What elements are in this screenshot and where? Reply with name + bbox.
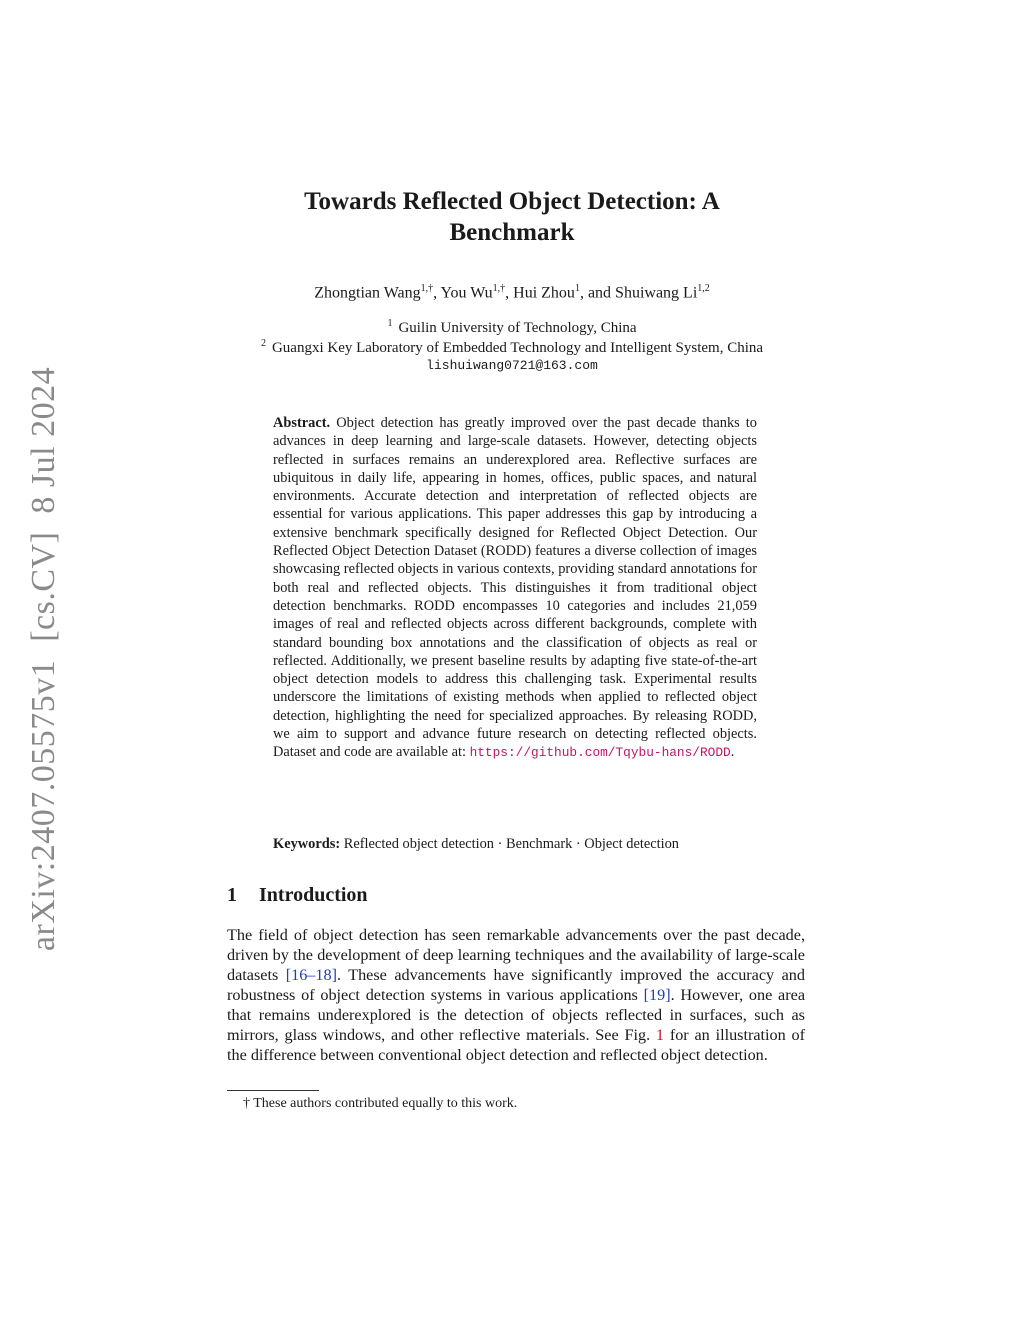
author-separator: , and <box>579 284 616 302</box>
paper-title <box>0 186 1024 248</box>
author-affiliation-mark: 1,† <box>420 283 434 294</box>
author-name: Hui Zhou <box>513 284 575 302</box>
abstract-text: Object detection has greatly improved over the past decade thanks to advances in deep learning and large-scale datasets. However, detecting objects reflected in surfaces remains an underexplored area. Reflective surfaces are ubiquitous in daily life, appearing in homes, offices, public spaces, and natural environments. Accurate detection and interpretation of reflected objects are essential for various applications. This paper addresses this gap by introducing a extensive benchmark specifically designed for Reflected Object Detection. Our Reflected Object Detection Dataset (RODD) features a diverse collection of images showcasing reflected objects in various contexts, providing standard annotations for both real and reflected objects. This distinguishes it from traditional object detection benchmarks. RODD encompasses 10 categories and includes 21,059 images of real and reflected objects across different backgrounds, complete with standard bounding box annotations and the classification of objects as real or reflected. Additionally, we present baseline results by adapting five state-of-the-art object detection models to address this challenging task. Experimental results underscore the limitations of existing methods when applied to reflected object detection, highlighting the need for specialized approaches. By releasing RODD, we aim to support and advance future research on detecting reflected objects. Dataset and code are available at: <box>273 415 757 761</box>
keywords-label: Keywords: <box>273 836 341 852</box>
affiliation-text: Guilin University of Technology, China <box>398 320 637 336</box>
citation-link[interactable]: [16–18] <box>285 966 337 984</box>
footnote-divider <box>227 1090 319 1091</box>
footnote: † These authors contributed equally to this work. <box>243 1096 518 1111</box>
section-number: 1 <box>227 884 237 906</box>
author-affiliation-mark: 1 <box>574 283 580 294</box>
keywords-text: Reflected object detection · Benchmark · Object detection <box>343 836 680 852</box>
author-separator: , <box>505 284 514 302</box>
affiliation-mark: 1 <box>387 318 393 329</box>
intro-text: . These advancements have significantly improved the accuracy and robustness of object detection systems in various applications <box>227 966 805 1004</box>
abstract-label: Abstract. <box>273 415 331 431</box>
affiliation-1 <box>0 318 1024 337</box>
arxiv-identifier-stamp <box>25 349 63 951</box>
title-line-1: Towards Reflected Object Detection: A <box>304 188 720 215</box>
abstract-end: . <box>730 744 735 761</box>
arxiv-category: [cs.CV] <box>25 531 62 642</box>
affiliation-text: Guangxi Key Laboratory of Embedded Technology and Intelligent System, China <box>271 340 764 356</box>
affiliation-mark: 2 <box>260 338 266 349</box>
author-list <box>0 283 1024 302</box>
arxiv-date: 8 Jul 2024 <box>25 366 62 514</box>
intro-text: . However, one area that remains underexplored is the detection of objects reflected in surfaces, such as mirrors, glass windows, and other reflective materials. See Fig. <box>227 986 805 1044</box>
citation-link[interactable]: [19] <box>643 986 671 1004</box>
author-name: Shuiwang Li <box>615 284 698 302</box>
section-heading <box>227 884 368 907</box>
title-line-2: Benchmark <box>449 219 575 246</box>
author-name: Zhongtian Wang <box>314 284 421 302</box>
section-title: Introduction <box>259 884 368 906</box>
keywords <box>273 836 757 853</box>
affiliation-2 <box>0 338 1024 357</box>
dataset-code-link[interactable]: https://github.com/Tqybu-hans/RODD <box>469 745 731 761</box>
contact-email[interactable]: lishuiwang0721@163.com <box>426 358 598 373</box>
author-name: You Wu <box>440 284 493 302</box>
introduction-paragraph <box>227 925 805 1065</box>
author-separator: , <box>433 284 441 302</box>
abstract <box>273 414 757 763</box>
author-affiliation-mark: 1,2 <box>697 283 710 294</box>
intro-text: for an illustration of the difference between conventional object detection and reflected object detection. <box>227 1026 805 1064</box>
arxiv-id: arXiv:2407.05575v1 <box>25 659 62 952</box>
author-affiliation-mark: 1,† <box>492 283 506 294</box>
intro-text: The field of object detection has seen remarkable advancements over the past decade, driven by the development of deep learning techniques and the availability of large-scale datasets <box>227 926 805 984</box>
figure-reference-link[interactable]: 1 <box>655 1026 665 1044</box>
